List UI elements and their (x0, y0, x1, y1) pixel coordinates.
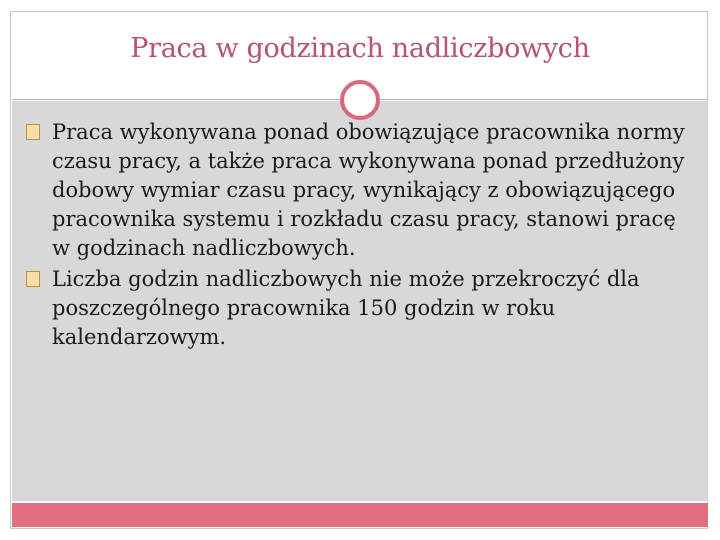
circle-ornament-icon (340, 80, 380, 120)
bullet-item (22, 118, 698, 263)
footer-band (12, 503, 708, 527)
bullet-text: Liczba godzin nadliczbowych nie może przekroczyć dla poszczególnego pracownika 150 godzin w roku kalendarzowym. (52, 267, 640, 349)
bullet-marker-icon (26, 271, 40, 287)
bullet-marker-icon (26, 124, 40, 140)
bullet-text: Praca wykonywana ponad obowiązujące pracownika normy czasu pracy, a także praca wykonywana ponad przedłużony dobowy wymiar czasu pracy, wynikający z obowiązującego pracownika systemu i rozkładu czasu pracy, stanowi pracę w godzinach nadliczbowych. (52, 120, 685, 260)
bullet-item (22, 265, 698, 352)
bullet-list (22, 118, 698, 354)
slide-title: Praca w godzinach nadliczbowych (130, 33, 590, 64)
